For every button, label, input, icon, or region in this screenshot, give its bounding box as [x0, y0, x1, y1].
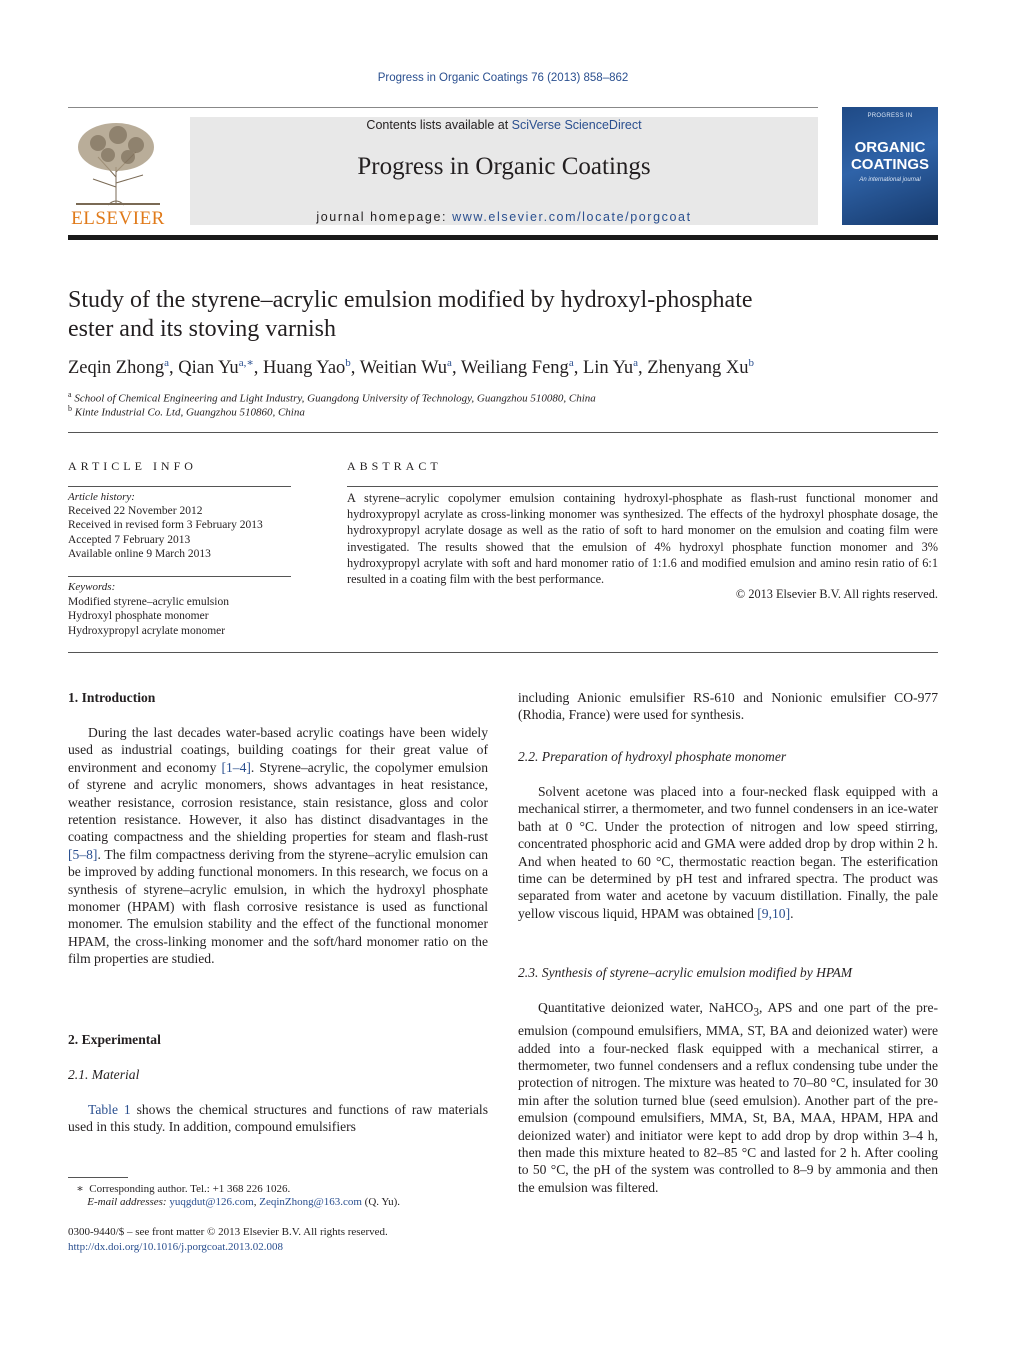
- elsevier-wordmark: ELSEVIER: [71, 208, 165, 229]
- keywords-label: Keywords:: [68, 581, 116, 593]
- material-paragraph-continued: including Anionic emulsifier RS-610 and Nonionic emulsifier CO-977 (Rhodia, France) were used for synthesis.: [518, 690, 938, 723]
- section-rule: [68, 652, 938, 653]
- cover-title-line-1: ORGANIC: [854, 139, 926, 156]
- footnote-text: Corresponding author. Tel.: +1 368 226 1026.: [89, 1183, 291, 1195]
- history-item: Available online 9 March 2013: [68, 548, 211, 560]
- footnote-rule: [68, 1177, 128, 1178]
- text-run: Quantitative deionized water, NaHCO: [538, 1000, 754, 1015]
- subscript: 3: [753, 1006, 759, 1019]
- section-rule: [68, 432, 938, 433]
- text-run: shows the chemical structures and functions of raw materials used in this study. In addition, compound emulsifiers: [68, 1102, 488, 1135]
- subsection-heading-material: 2.1. Material: [68, 1067, 140, 1082]
- synthesis-paragraph: [518, 999, 938, 1196]
- keyword: Modified styrene–acrylic emulsion: [68, 596, 229, 608]
- section-heading-experimental: 2. Experimental: [68, 1032, 161, 1047]
- affiliation: [68, 404, 938, 419]
- email-label: E-mail addresses:: [87, 1196, 167, 1208]
- author-affil-mark[interactable]: b: [748, 357, 755, 369]
- doi-link[interactable]: http://dx.doi.org/10.1016/j.porgcoat.2013.02.008: [68, 1241, 284, 1253]
- article-title-line-2: ester and its stoving varnish: [68, 316, 336, 342]
- author[interactable]: Huang Yao: [263, 358, 346, 379]
- text-run: . The film compactness deriving from the styrene–acrylic emulsion can be improved by adding functional monomers. In this research, we focus on a synthesis of styrene–acrylic emulsion, in which the hydroxyl phosphate monomer (HPAM) with flash corrosive resistance is used as functional monomer. The emulsion stability and the effect of the functional monomer HPAM, the cross-linking monomer and the soft/hard monomer ratio on the film properties are studied.: [68, 846, 488, 967]
- preparation-paragraph: [518, 783, 938, 922]
- text-run: , APS and one part of the pre-emulsion (compound emulsifiers, MMA, ST, BA and deionized water) were added into a four-necked flask equipped with a mechanical stirrer, a thermometer, two funnel condensers and a reflux condensing tube under the protection of nitrogen. The mixture was heated to 70–80 °C, insulated for 30 min after the solution turned blue (seed emulsion). Another part of the pre-emulsion (compound emulsifiers, MMA, St, BA, MAA, HPAM, HPA and deionized water) and initiator were kept to add drop by drop within 3–4 h, then made this mixture heated to 82–85 °C and lasted for 2 h. After cooling to 50 °C, the pH of the system was controlled to 8–9 by ammonia and then the emulsion was filtered.: [518, 1000, 939, 1195]
- text-run: .: [790, 905, 794, 921]
- citation-link[interactable]: [9,10]: [757, 905, 791, 921]
- author[interactable]: Zhenyang Xu: [647, 358, 749, 379]
- history-label: Article history:: [68, 491, 135, 503]
- sciencedirect-link[interactable]: SciVerse ScienceDirect: [511, 118, 642, 132]
- abstract-heading: ABSTRACT: [347, 459, 442, 473]
- author[interactable]: Weiliang Feng: [460, 358, 569, 379]
- text-run: Solvent acetone was placed into a four-necked flask equipped with a mechanical stirrer, a thermometer, and two funnel condensers in an ice-water bath at 0 °C. Under the protection of nitrogen and low speed stirring, concentrated phosphoric acid and GMA were added drop by drop within 2 h. And when heated to 60 °C, thermostatic reaction began. The esterification time can be determined by pH test and infrared spectra. The product was separated from water and acetone by vacuum distillation. Finally, the pale yellow viscous liquid, HPAM was obtained: [518, 784, 938, 921]
- article-title: [68, 286, 938, 344]
- author-affil-mark[interactable]: b: [345, 357, 351, 369]
- history-item: Accepted 7 February 2013: [68, 534, 191, 546]
- journal-cover-image: [842, 107, 938, 225]
- cover-title-line-2: COATINGS: [850, 156, 930, 173]
- section-heading-introduction: 1. Introduction: [68, 690, 156, 705]
- email-link[interactable]: yuqgdut@126.com: [169, 1196, 254, 1208]
- contents-line: [190, 118, 818, 132]
- history-item: Received in revised form 3 February 2013: [68, 519, 263, 531]
- journal-citation[interactable]: Progress in Organic Coatings 76 (2013) 858–862: [377, 72, 629, 84]
- affiliation-text: School of Chemical Engineering and Light Industry, Guangdong University of Technology, Guangzhou 510080, China: [74, 392, 596, 405]
- contents-prefix: Contents lists available at: [366, 118, 512, 132]
- subsection-heading-synthesis: 2.3. Synthesis of styrene–acrylic emulsion modified by HPAM: [518, 965, 853, 980]
- keyword: Hydroxypropyl acrylate monomer: [68, 625, 226, 637]
- affiliation: [68, 390, 938, 405]
- cover-title: [842, 139, 938, 173]
- author-affil-mark[interactable]: a: [164, 357, 169, 369]
- info-rule: [68, 576, 291, 577]
- author[interactable]: Lin Yu: [582, 358, 634, 379]
- affiliation-mark: a: [68, 390, 72, 399]
- author-affil-mark[interactable]: a: [568, 357, 574, 369]
- cover-subtitle: An international journal: [859, 177, 921, 183]
- article-info-heading: ARTICLE INFO: [68, 459, 197, 473]
- article-title-line-1: Study of the styrene–acrylic emulsion modified by hydroxyl-phosphate: [68, 287, 753, 313]
- journal-title: Progress in Organic Coatings: [357, 153, 651, 180]
- affiliation-mark: b: [68, 404, 72, 413]
- table-link[interactable]: Table 1: [88, 1102, 131, 1117]
- homepage-prefix: journal homepage:: [316, 210, 453, 224]
- affiliation-text: Kinte Industrial Co. Ltd, Guangzhou 510860, China: [74, 406, 305, 419]
- email-suffix: (Q. Yu).: [361, 1196, 401, 1208]
- header-thick-rule: [68, 235, 938, 240]
- author[interactable]: Weitian Wu: [359, 358, 448, 379]
- copyright-notice: © 2013 Elsevier B.V. All rights reserved.: [735, 587, 938, 601]
- abstract-text: A styrene–acrylic copolymer emulsion containing hydroxyl-phosphate as flash-rust functional monomer and hydroxypropyl acrylate as cross-linking monomer was synthesized. The effects of the hydroxyl phosphate dosage, the hydroxypropyl acrylate dosage as well as the ratio of soft to hard monomer on the emulsion and coating film were investigated. The results showed that the emulsion of 4% hydroxyl phosphate function monomer and 3% hydroxypropyl acrylate with soft and hard monomer ratio of 1:1.6 and modified emulsion and amino resin ratio of 6:1 resulted in a coating film with the best performance.: [347, 491, 938, 587]
- text-run: . Styrene–acrylic, the copolymer emulsion of styrene and acrylic monomers, shows advantages in heat resistance, weather resistance, corrosion resistance, stain resistance, gloss and color retention resistance. However, it also has distinct disadvantages in the coating compactness and the shielding properties for steam and flash-rust: [68, 759, 488, 845]
- history-item: Received 22 November 2012: [68, 505, 203, 517]
- author[interactable]: Qian Yu: [178, 358, 239, 379]
- email-link[interactable]: ZeqinZhong@163.com: [259, 1196, 362, 1208]
- cover-kicker: PROGRESS IN: [867, 113, 913, 119]
- introduction-paragraph: [68, 724, 488, 968]
- citation-link[interactable]: [1–4]: [221, 759, 251, 775]
- author-affil-mark[interactable]: a,∗: [238, 357, 254, 369]
- homepage-line: [190, 210, 818, 224]
- author[interactable]: Zeqin Zhong: [68, 358, 165, 379]
- text-run: During the last decades water-based acrylic coatings have been widely used as industrial coatings, building coatings for their great value of environment and economy: [68, 725, 488, 775]
- subsection-heading-preparation: 2.2. Preparation of hydroxyl phosphate monomer: [518, 749, 787, 764]
- homepage-link[interactable]: www.elsevier.com/locate/porgcoat: [452, 210, 692, 224]
- citation-link[interactable]: [5–8]: [68, 846, 98, 862]
- corresponding-author-note: [68, 1182, 488, 1195]
- material-paragraph: [68, 1101, 488, 1136]
- footnote-mark: ∗: [76, 1183, 84, 1195]
- abstract-rule: [347, 486, 938, 487]
- email-note: E-mail addresses: yuqgdut@126.com, ZeqinZhong@163.com (Q. Yu).: [87, 1196, 401, 1208]
- author-affil-mark[interactable]: a: [447, 357, 452, 369]
- author-affil-mark[interactable]: a: [633, 357, 639, 369]
- author-list: Zeqin Zhong$^a$, Qian $Yu^{a,∗}$, Huang Yao$^b$, Weitian Wu$^a$, Weiliang Feng$^a$, Lin Yu$^a$, Zhenyang Xu$^b$: [68, 357, 755, 379]
- header-rule: [68, 107, 818, 108]
- info-rule: [68, 486, 291, 487]
- keyword: Hydroxyl phosphate monomer: [68, 610, 209, 622]
- issn-line: 0300-9440/$ – see front matter © 2013 Elsevier B.V. All rights reserved.: [68, 1226, 388, 1238]
